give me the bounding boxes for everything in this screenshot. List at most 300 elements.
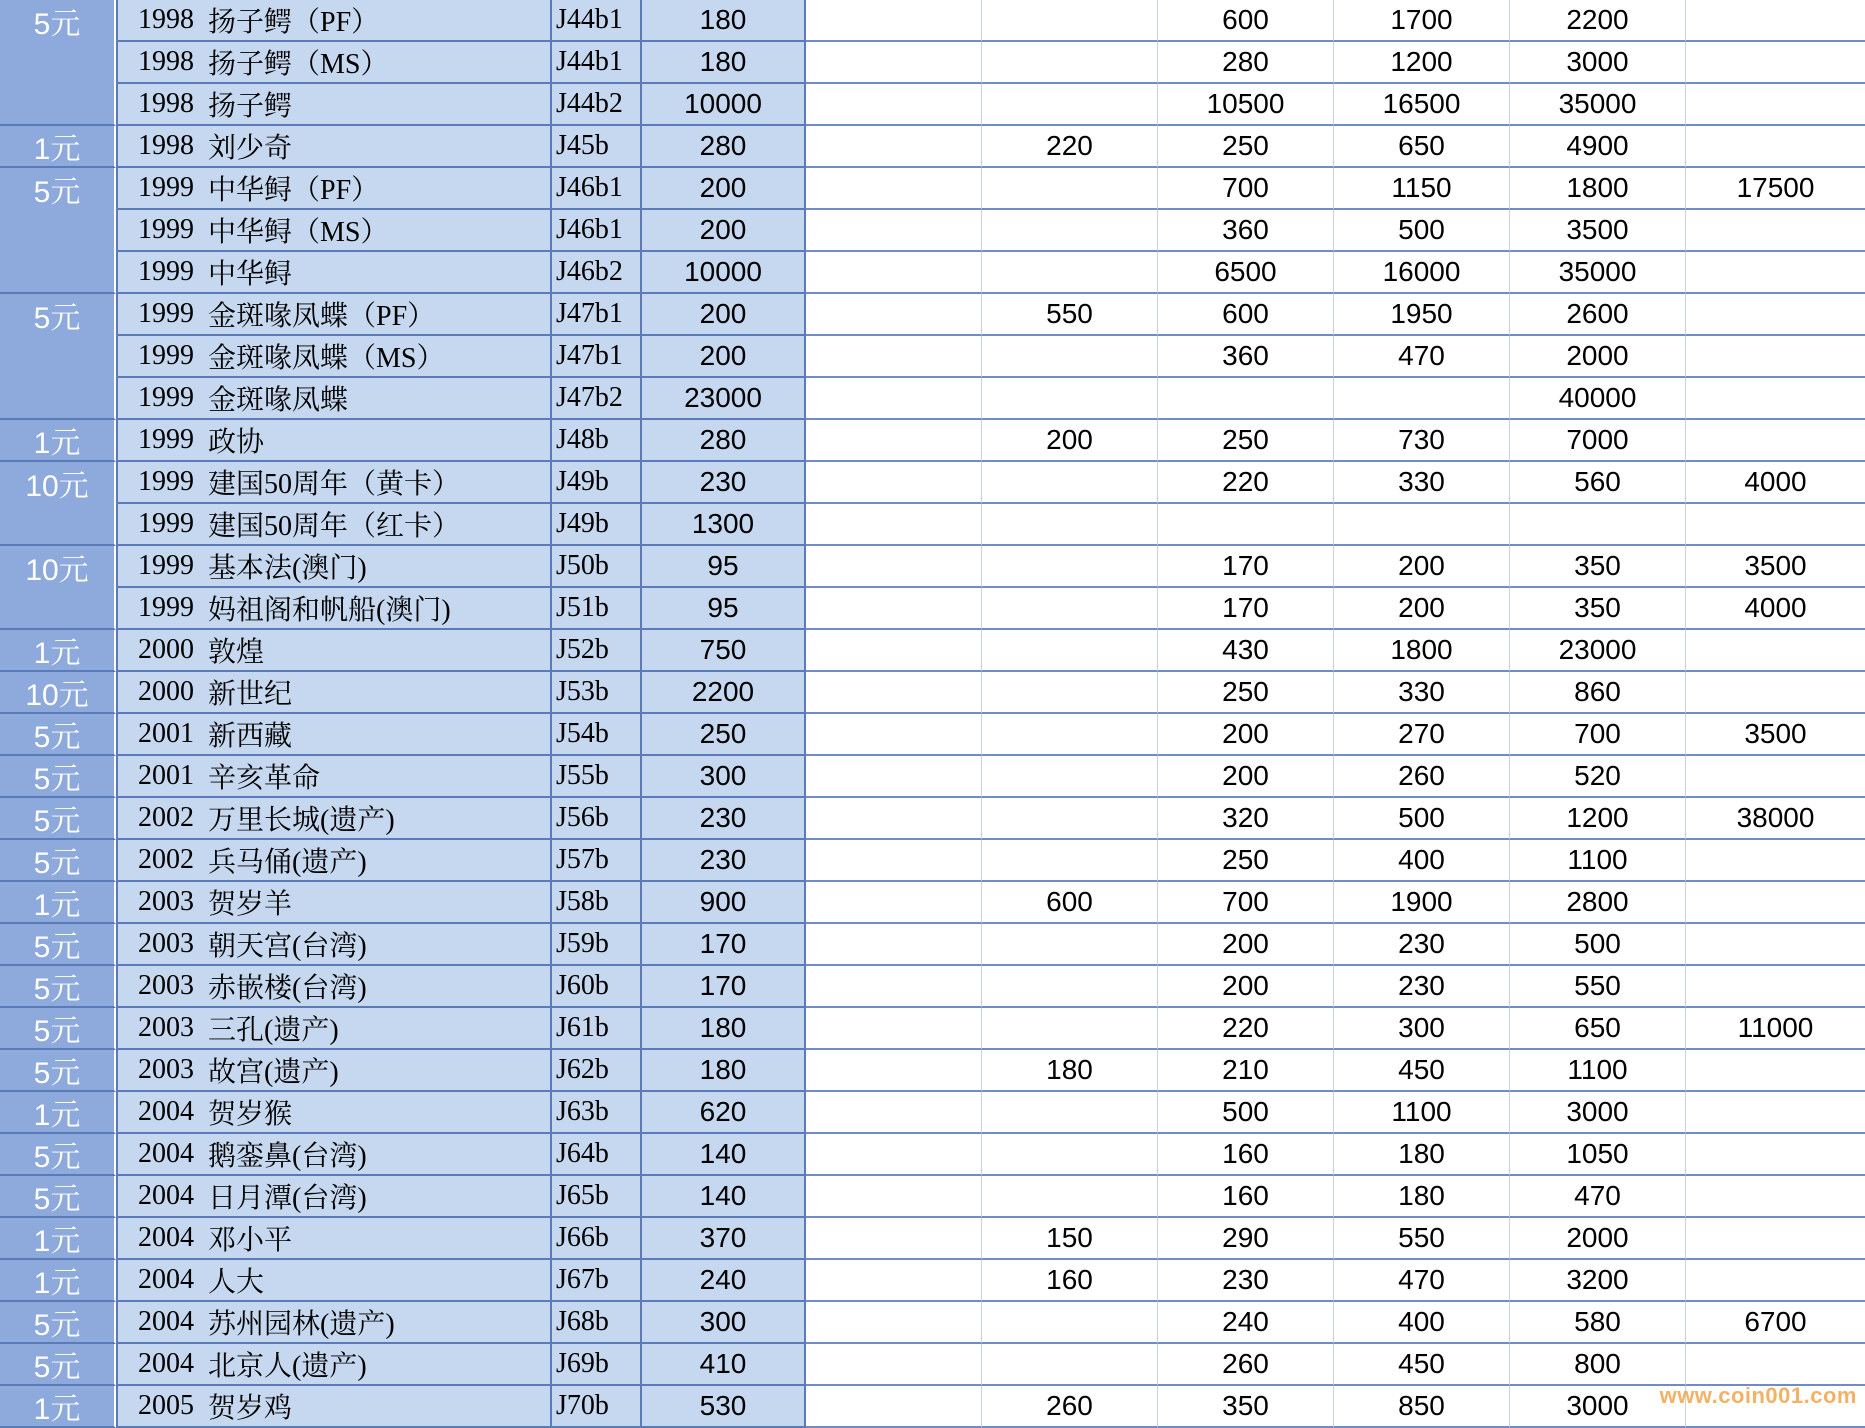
mintage-cell: 280 (642, 420, 806, 462)
year-cell: 2004 (116, 1344, 202, 1386)
price-cell: 360 (1158, 210, 1334, 252)
denomination-cell: 1元 (0, 882, 116, 924)
price-cell (982, 504, 1158, 546)
price-cell: 6500 (1158, 252, 1334, 294)
coin-name-cell: 中华鲟 (202, 252, 552, 294)
price-cell: 7000 (1510, 420, 1686, 462)
price-cell: 260 (1334, 756, 1510, 798)
price-cell (806, 1092, 982, 1134)
price-cell: 2000 (1510, 1218, 1686, 1260)
price-cell: 1700 (1334, 0, 1510, 42)
year-cell: 2004 (116, 1176, 202, 1218)
table-row (0, 924, 1865, 966)
year-cell: 2004 (116, 1260, 202, 1302)
catalog-code-cell: J61b (552, 1008, 642, 1050)
year-cell: 1999 (116, 462, 202, 504)
denomination-cell: 5元 (0, 1176, 116, 1218)
price-cell (1686, 882, 1865, 924)
price-cell: 240 (1158, 1302, 1334, 1344)
price-cell: 250 (1158, 420, 1334, 462)
catalog-code-cell: J55b (552, 756, 642, 798)
mintage-cell: 180 (642, 1050, 806, 1092)
mintage-cell: 230 (642, 462, 806, 504)
year-cell: 2001 (116, 756, 202, 798)
coin-name-cell: 刘少奇 (202, 126, 552, 168)
coin-name-cell: 政协 (202, 420, 552, 462)
price-cell (982, 1134, 1158, 1176)
watermark-text: www.coin001.com (1659, 1383, 1857, 1408)
year-cell: 2004 (116, 1302, 202, 1344)
price-cell: 450 (1334, 1344, 1510, 1386)
year-cell: 1999 (116, 168, 202, 210)
denomination-cell: 10元 (0, 462, 116, 504)
catalog-code-cell: J47b1 (552, 336, 642, 378)
price-cell: 470 (1334, 1260, 1510, 1302)
price-cell: 1200 (1334, 42, 1510, 84)
price-cell: 180 (1334, 1134, 1510, 1176)
coin-name-cell: 扬子鳄 (202, 84, 552, 126)
price-cell: 3000 (1510, 42, 1686, 84)
denomination-cell: 5元 (0, 1134, 116, 1176)
price-cell (982, 462, 1158, 504)
price-cell: 11000 (1686, 1008, 1865, 1050)
price-cell (982, 252, 1158, 294)
price-cell: 250 (1158, 840, 1334, 882)
coin-name-cell: 新世纪 (202, 672, 552, 714)
price-cell (1686, 336, 1865, 378)
denomination-cell: 5元 (0, 1344, 116, 1386)
mintage-cell: 620 (642, 1092, 806, 1134)
price-cell (806, 1218, 982, 1260)
price-cell: 400 (1334, 1302, 1510, 1344)
price-cell (806, 1134, 982, 1176)
price-cell: 350 (1158, 1386, 1334, 1428)
price-cell: 200 (1158, 924, 1334, 966)
price-cell (1158, 504, 1334, 546)
price-cell: 290 (1158, 1218, 1334, 1260)
price-cell (806, 168, 982, 210)
table-row (0, 1092, 1865, 1134)
price-cell: 3500 (1686, 546, 1865, 588)
price-cell: 3200 (1510, 1260, 1686, 1302)
mintage-cell: 370 (642, 1218, 806, 1260)
denomination-cell: 5元 (0, 1302, 116, 1344)
price-cell (806, 1344, 982, 1386)
price-cell (982, 1176, 1158, 1218)
price-cell (1686, 420, 1865, 462)
table-row (0, 588, 1865, 630)
price-cell (982, 798, 1158, 840)
price-cell (1686, 0, 1865, 42)
table-row (0, 1302, 1865, 1344)
price-cell: 4000 (1686, 462, 1865, 504)
price-cell (806, 84, 982, 126)
mintage-cell: 750 (642, 630, 806, 672)
price-cell: 2000 (1510, 336, 1686, 378)
catalog-code-cell: J46b1 (552, 210, 642, 252)
price-cell (1686, 1050, 1865, 1092)
mintage-cell: 200 (642, 210, 806, 252)
mintage-cell: 10000 (642, 252, 806, 294)
price-cell (1510, 504, 1686, 546)
price-cell (806, 630, 982, 672)
price-cell: 2800 (1510, 882, 1686, 924)
year-cell: 2003 (116, 924, 202, 966)
catalog-code-cell: J60b (552, 966, 642, 1008)
denomination-cell (0, 336, 116, 378)
price-cell: 560 (1510, 462, 1686, 504)
catalog-code-cell: J69b (552, 1344, 642, 1386)
price-cell (1686, 630, 1865, 672)
price-cell: 1150 (1334, 168, 1510, 210)
table-row (0, 756, 1865, 798)
table-row (0, 210, 1865, 252)
price-cell (1686, 966, 1865, 1008)
price-cell (806, 42, 982, 84)
denomination-cell: 5元 (0, 966, 116, 1008)
price-cell (806, 882, 982, 924)
year-cell: 2004 (116, 1092, 202, 1134)
catalog-code-cell: J44b1 (552, 42, 642, 84)
price-cell (806, 1302, 982, 1344)
table-row (0, 42, 1865, 84)
catalog-code-cell: J51b (552, 588, 642, 630)
price-cell: 470 (1334, 336, 1510, 378)
price-cell (806, 1260, 982, 1302)
price-cell: 200 (1334, 588, 1510, 630)
price-cell: 35000 (1510, 252, 1686, 294)
table-row (0, 1218, 1865, 1260)
denomination-cell: 5元 (0, 924, 116, 966)
denomination-cell (0, 42, 116, 84)
coin-name-cell: 新西藏 (202, 714, 552, 756)
mintage-cell: 250 (642, 714, 806, 756)
catalog-code-cell: J56b (552, 798, 642, 840)
price-cell (1158, 378, 1334, 420)
denomination-cell: 1元 (0, 1092, 116, 1134)
table-row (0, 1344, 1865, 1386)
coin-name-cell: 日月潭(台湾) (202, 1176, 552, 1218)
denomination-cell (0, 504, 116, 546)
price-cell: 1100 (1510, 1050, 1686, 1092)
year-cell: 1998 (116, 84, 202, 126)
price-cell (1686, 504, 1865, 546)
table-row (0, 966, 1865, 1008)
price-cell (806, 0, 982, 42)
coin-name-cell: 朝天宫(台湾) (202, 924, 552, 966)
coin-name-cell: 贺岁猴 (202, 1092, 552, 1134)
mintage-cell: 180 (642, 42, 806, 84)
table-row (0, 714, 1865, 756)
price-cell: 17500 (1686, 168, 1865, 210)
catalog-code-cell: J63b (552, 1092, 642, 1134)
table-row (0, 1134, 1865, 1176)
price-cell (1686, 294, 1865, 336)
price-cell: 1800 (1334, 630, 1510, 672)
price-cell: 580 (1510, 1302, 1686, 1344)
table-row (0, 168, 1865, 210)
price-cell (806, 252, 982, 294)
mintage-cell: 200 (642, 336, 806, 378)
coin-name-cell: 扬子鳄（PF） (202, 0, 552, 42)
price-cell: 210 (1158, 1050, 1334, 1092)
denomination-cell: 1元 (0, 420, 116, 462)
price-cell (982, 84, 1158, 126)
table-row (0, 462, 1865, 504)
catalog-code-cell: J54b (552, 714, 642, 756)
mintage-cell: 140 (642, 1134, 806, 1176)
mintage-cell: 410 (642, 1344, 806, 1386)
price-cell: 500 (1334, 210, 1510, 252)
price-cell: 1050 (1510, 1134, 1686, 1176)
coin-name-cell: 敦煌 (202, 630, 552, 672)
catalog-code-cell: J57b (552, 840, 642, 882)
table-row (0, 0, 1865, 42)
mintage-cell: 23000 (642, 378, 806, 420)
table-row (0, 420, 1865, 462)
year-cell: 1998 (116, 126, 202, 168)
denomination-cell: 1元 (0, 630, 116, 672)
price-cell: 180 (982, 1050, 1158, 1092)
price-cell (806, 1050, 982, 1092)
coin-name-cell: 中华鲟（MS） (202, 210, 552, 252)
price-cell: 730 (1334, 420, 1510, 462)
mintage-cell: 180 (642, 1008, 806, 1050)
price-cell: 280 (1158, 42, 1334, 84)
price-cell (806, 672, 982, 714)
catalog-code-cell: J46b2 (552, 252, 642, 294)
catalog-code-cell: J44b1 (552, 0, 642, 42)
price-cell: 200 (1334, 546, 1510, 588)
price-cell: 1100 (1334, 1092, 1510, 1134)
price-cell: 230 (1158, 1260, 1334, 1302)
coin-name-cell: 建国50周年（红卡） (202, 504, 552, 546)
price-cell (1686, 1218, 1865, 1260)
year-cell: 1999 (116, 252, 202, 294)
price-cell: 700 (1510, 714, 1686, 756)
mintage-cell: 140 (642, 1176, 806, 1218)
price-cell: 180 (1334, 1176, 1510, 1218)
price-cell (806, 420, 982, 462)
catalog-code-cell: J47b1 (552, 294, 642, 336)
coin-name-cell: 邓小平 (202, 1218, 552, 1260)
catalog-code-cell: J53b (552, 672, 642, 714)
price-cell (806, 378, 982, 420)
price-cell: 3500 (1510, 210, 1686, 252)
table-row (0, 630, 1865, 672)
price-cell: 200 (1158, 756, 1334, 798)
price-cell (1686, 126, 1865, 168)
price-cell (982, 168, 1158, 210)
coin-name-cell: 鹅銮鼻(台湾) (202, 1134, 552, 1176)
mintage-cell: 300 (642, 1302, 806, 1344)
price-cell (806, 756, 982, 798)
price-cell: 650 (1510, 1008, 1686, 1050)
mintage-cell: 200 (642, 294, 806, 336)
mintage-cell: 1300 (642, 504, 806, 546)
price-cell (982, 756, 1158, 798)
catalog-code-cell: J66b (552, 1218, 642, 1260)
denomination-cell (0, 84, 116, 126)
table-row (0, 1008, 1865, 1050)
catalog-code-cell: J70b (552, 1386, 642, 1428)
year-cell: 1999 (116, 378, 202, 420)
year-cell: 2003 (116, 1008, 202, 1050)
table-row (0, 882, 1865, 924)
price-cell: 330 (1334, 672, 1510, 714)
mintage-cell: 180 (642, 0, 806, 42)
coin-name-cell: 故宫(遗产) (202, 1050, 552, 1092)
price-cell (1686, 924, 1865, 966)
price-cell: 270 (1334, 714, 1510, 756)
price-cell: 650 (1334, 126, 1510, 168)
denomination-cell (0, 252, 116, 294)
price-cell (982, 924, 1158, 966)
year-cell: 2003 (116, 1050, 202, 1092)
table-row (0, 504, 1865, 546)
year-cell: 2003 (116, 966, 202, 1008)
price-cell: 2600 (1510, 294, 1686, 336)
denomination-cell (0, 588, 116, 630)
denomination-cell (0, 378, 116, 420)
table-row (0, 252, 1865, 294)
denomination-cell: 5元 (0, 798, 116, 840)
price-cell: 3000 (1510, 1386, 1686, 1428)
price-cell (982, 378, 1158, 420)
price-cell (806, 1008, 982, 1050)
table-row (0, 546, 1865, 588)
price-cell: 1950 (1334, 294, 1510, 336)
price-cell: 1800 (1510, 168, 1686, 210)
table-row (0, 336, 1865, 378)
price-cell: 700 (1158, 882, 1334, 924)
price-cell (1686, 84, 1865, 126)
catalog-code-cell: J68b (552, 1302, 642, 1344)
catalog-code-cell: J49b (552, 504, 642, 546)
mintage-cell: 900 (642, 882, 806, 924)
price-cell (982, 840, 1158, 882)
price-cell (806, 462, 982, 504)
price-cell (806, 336, 982, 378)
price-cell: 4000 (1686, 588, 1865, 630)
price-cell: 450 (1334, 1050, 1510, 1092)
price-cell (1686, 42, 1865, 84)
table-row (0, 84, 1865, 126)
year-cell: 2003 (116, 882, 202, 924)
price-cell: 360 (1158, 336, 1334, 378)
price-cell: 4900 (1510, 126, 1686, 168)
denomination-cell: 1元 (0, 1260, 116, 1302)
price-cell (982, 0, 1158, 42)
price-cell (982, 42, 1158, 84)
coin-name-cell: 贺岁羊 (202, 882, 552, 924)
catalog-code-cell: J62b (552, 1050, 642, 1092)
catalog-code-cell: J67b (552, 1260, 642, 1302)
price-cell: 230 (1334, 966, 1510, 1008)
price-cell (1686, 378, 1865, 420)
mintage-cell: 170 (642, 966, 806, 1008)
price-cell (982, 1008, 1158, 1050)
price-cell: 1200 (1510, 798, 1686, 840)
year-cell: 2000 (116, 630, 202, 672)
price-cell (806, 546, 982, 588)
price-cell (1686, 756, 1865, 798)
price-cell: 600 (1158, 294, 1334, 336)
price-cell: 23000 (1510, 630, 1686, 672)
price-cell: 200 (1158, 714, 1334, 756)
price-cell: 220 (1158, 1008, 1334, 1050)
price-cell: 500 (1158, 1092, 1334, 1134)
coin-name-cell: 北京人(遗产) (202, 1344, 552, 1386)
year-cell: 1998 (116, 0, 202, 42)
denomination-cell (0, 210, 116, 252)
price-cell: 16500 (1334, 84, 1510, 126)
price-cell: 350 (1510, 588, 1686, 630)
price-cell: 170 (1158, 588, 1334, 630)
price-cell (1686, 672, 1865, 714)
denomination-cell: 1元 (0, 1218, 116, 1260)
price-cell (806, 798, 982, 840)
table-row (0, 1260, 1865, 1302)
coin-name-cell: 妈祖阁和帆船(澳门) (202, 588, 552, 630)
price-cell: 220 (982, 126, 1158, 168)
catalog-code-cell: J58b (552, 882, 642, 924)
catalog-code-cell: J46b1 (552, 168, 642, 210)
denomination-cell: 5元 (0, 1008, 116, 1050)
year-cell: 2002 (116, 840, 202, 882)
year-cell: 1999 (116, 294, 202, 336)
denomination-cell: 5元 (0, 168, 116, 210)
mintage-cell: 240 (642, 1260, 806, 1302)
table-row (0, 798, 1865, 840)
table-row (0, 1386, 1865, 1428)
denomination-cell: 1元 (0, 1386, 116, 1428)
coin-name-cell: 苏州园林(遗产) (202, 1302, 552, 1344)
price-cell (982, 630, 1158, 672)
price-cell: 230 (1334, 924, 1510, 966)
price-cell (806, 1386, 982, 1428)
price-cell (982, 336, 1158, 378)
price-cell: 3000 (1510, 1092, 1686, 1134)
price-cell (982, 546, 1158, 588)
denomination-cell: 5元 (0, 1050, 116, 1092)
coin-name-cell: 辛亥革命 (202, 756, 552, 798)
year-cell: 1999 (116, 420, 202, 462)
price-cell: 550 (982, 294, 1158, 336)
price-cell (806, 504, 982, 546)
year-cell: 2001 (116, 714, 202, 756)
price-cell: 300 (1334, 1008, 1510, 1050)
price-cell (982, 672, 1158, 714)
denomination-cell: 1元 (0, 126, 116, 168)
price-cell: 35000 (1510, 84, 1686, 126)
price-cell: 10500 (1158, 84, 1334, 126)
price-cell: 330 (1334, 462, 1510, 504)
price-cell: 520 (1510, 756, 1686, 798)
mintage-cell: 300 (642, 756, 806, 798)
catalog-code-cell: J45b (552, 126, 642, 168)
mintage-cell: 95 (642, 588, 806, 630)
denomination-cell: 5元 (0, 714, 116, 756)
catalog-code-cell: J59b (552, 924, 642, 966)
price-cell: 500 (1334, 798, 1510, 840)
year-cell: 1999 (116, 504, 202, 546)
table-row (0, 840, 1865, 882)
price-cell (1686, 252, 1865, 294)
mintage-cell: 230 (642, 798, 806, 840)
price-cell: 260 (982, 1386, 1158, 1428)
price-cell: 250 (1158, 126, 1334, 168)
